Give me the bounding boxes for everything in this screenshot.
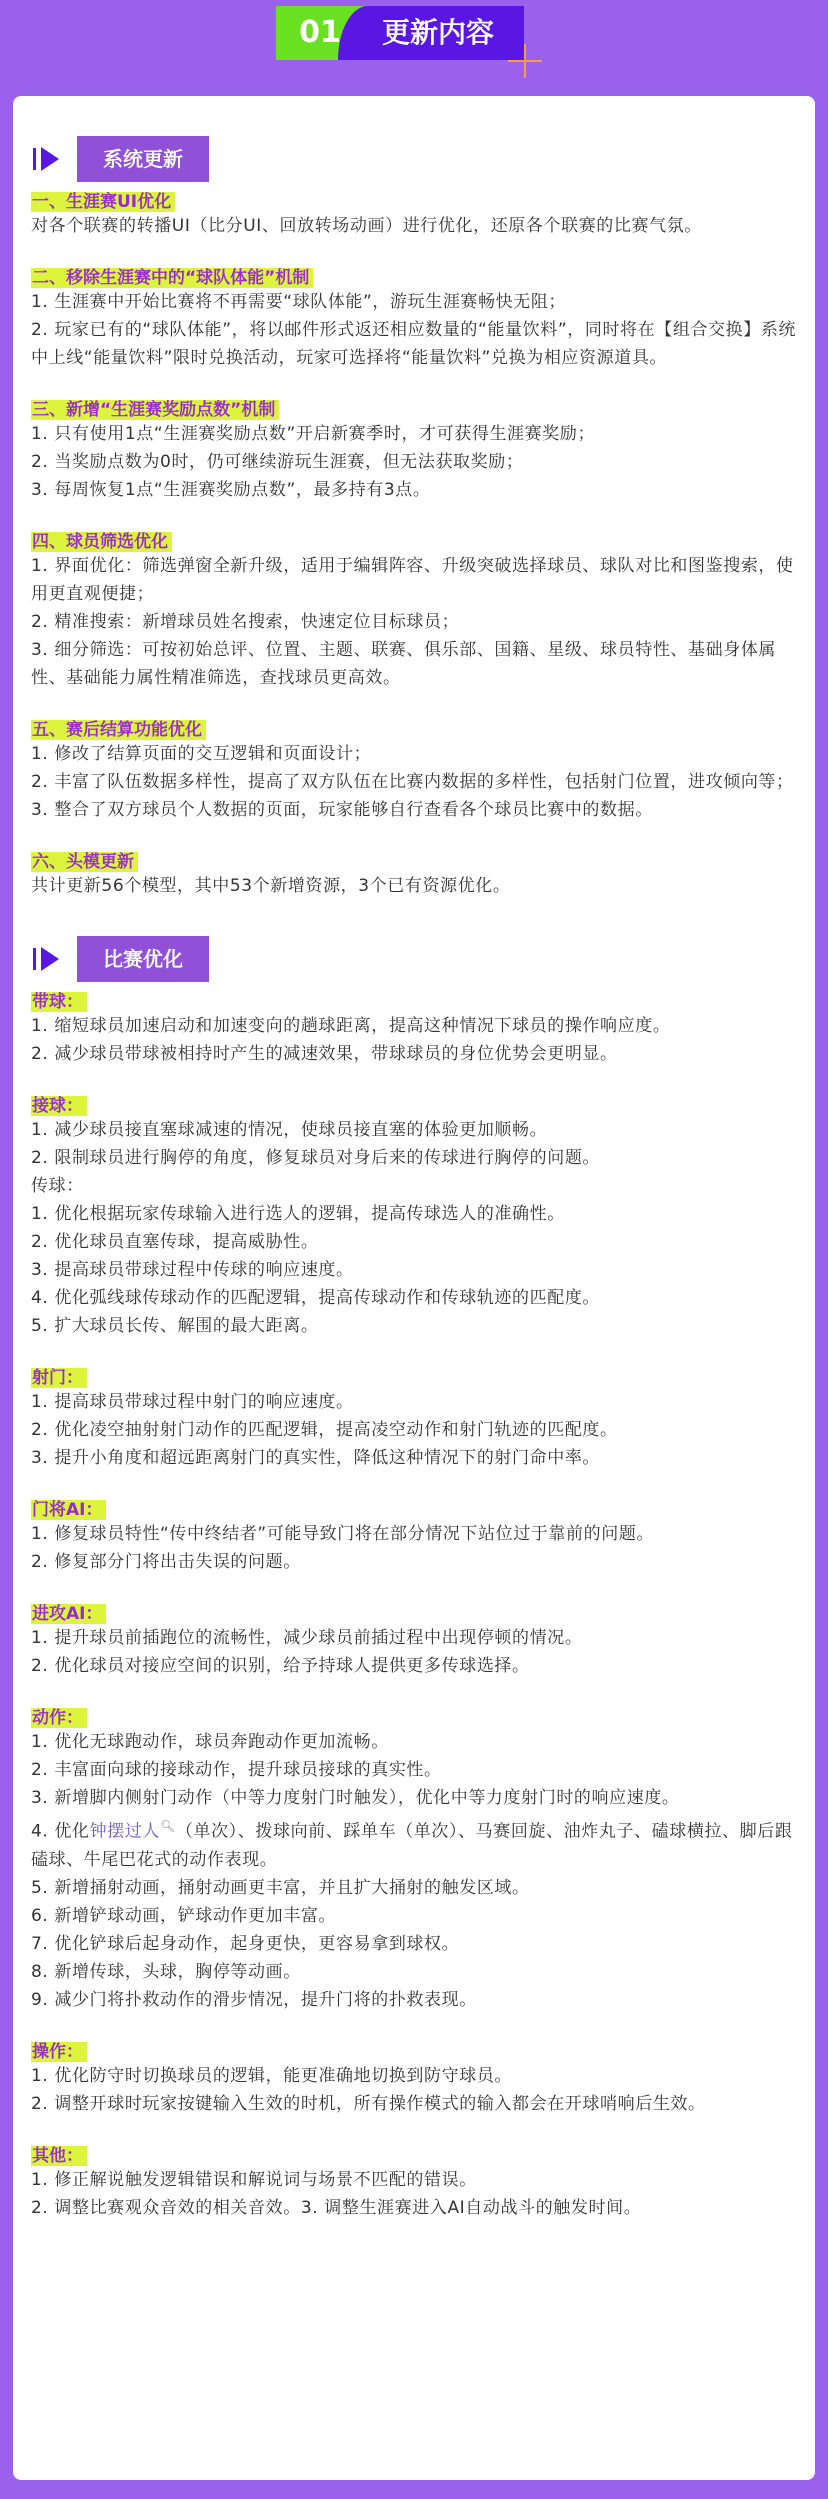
group-line: 5. 扩大球员长传、解围的最大距离。 xyxy=(31,1316,319,1336)
group-line: 1. 优化防守时切换球员的逻辑，能更准确地切换到防守球员。 xyxy=(31,2065,513,2086)
section-header-system xyxy=(31,136,797,182)
update-group xyxy=(31,1604,797,1680)
update-group xyxy=(31,992,797,1068)
group-line: 1. 提升球员前插跑位的流畅性，减少球员前插过程中出现停顿的情况。 xyxy=(31,1628,583,1648)
group-line: 8. 新增传球，头球，胸停等动画。 xyxy=(31,1961,301,1982)
group-line: 1. 优化无球跑动作，球员奔跑动作更加流畅。 xyxy=(31,1732,389,1752)
group-title: 操作： xyxy=(31,2042,87,2062)
play-marker-icon xyxy=(33,146,65,172)
line-prefix: 4. 优化 xyxy=(31,1821,90,1842)
group-line: 对各个联赛的转播UI（比分UI、回放转场动画）进行优化，还原各个联赛的比赛气氛。 xyxy=(31,216,702,236)
plus-decoration-icon xyxy=(508,44,542,78)
section-banner xyxy=(276,6,524,60)
banner-title: 更新内容 xyxy=(338,6,524,60)
group-line: 1. 缩短球员加速启动和加速变向的趟球距离，提高这种情况下球员的操作响应度。 xyxy=(31,1016,671,1036)
group-title: 动作： xyxy=(31,1708,87,1728)
group-title: 进攻AI： xyxy=(31,1604,106,1624)
group-line: 2. 修复部分门将出击失误的问题。 xyxy=(31,1552,301,1572)
group-line: 2. 优化球员直塞传球，提高威胁性。 xyxy=(31,1232,319,1252)
group-line: 1. 修改了结算页面的交互逻辑和页面设计； xyxy=(31,744,372,764)
group-line: 3. 新增脚内侧射门动作（中等力度射门时触发），优化中等力度射门时的响应速度。 xyxy=(31,1788,680,1808)
content-card xyxy=(13,96,815,2480)
group-line: 3. 整合了双方球员个人数据的页面，玩家能够自行查看各个球员比赛中的数据。 xyxy=(31,800,653,820)
group-line: 2. 优化凌空抽射射门动作的匹配逻辑，提高凌空动作和射门轨迹的匹配度。 xyxy=(31,1420,618,1440)
update-group xyxy=(31,852,797,900)
group-line: 2. 调整比赛观众音效的相关音效。3. 调整生涯赛进入AI自动战斗的触发时间。 xyxy=(31,2197,642,2218)
group-line: 3. 细分筛选：可按初始总评、位置、主题、联赛、俱乐部、国籍、星级、球员特性、基础身体属性、基础能力属性精准筛选，查找球员更高效。 xyxy=(31,640,777,688)
group-line xyxy=(31,1812,797,1874)
group-line: 5. 新增捅射动画，捅射动画更丰富，并且扩大捅射的触发区域。 xyxy=(31,1877,530,1898)
group-line: 2. 当奖励点数为0时，仍可继续游玩生涯赛，但无法获取奖励； xyxy=(31,452,524,472)
line-rest: （单次）、拨球向前、踩单车（单次）、马赛回旋、油炸丸子、磕球横拉、脚后跟磕球、牛尾巴花式的动作表现。 xyxy=(31,1821,793,1870)
group-line: 1. 优化根据玩家传球输入进行选人的逻辑，提高传球选人的准确性。 xyxy=(31,1204,565,1224)
group-line: 1. 修复球员特性“传中终结者”可能导致门将在部分情况下站位过于靠前的问题。 xyxy=(31,1524,655,1544)
group-line: 2. 限制球员进行胸停的角度，修复球员对身后来的传球进行胸停的问题。 xyxy=(31,1148,601,1168)
group-title: 射门： xyxy=(31,1368,87,1388)
group-title: 一、生涯赛UI优化 xyxy=(31,192,175,212)
group-title: 二、移除生涯赛中的“球队体能”机制 xyxy=(31,268,313,288)
update-group xyxy=(31,720,797,824)
group-line: 2. 减少球员带球被相持时产生的减速效果，带球球员的身位优势会更明显。 xyxy=(31,1044,618,1064)
group-title: 带球： xyxy=(31,992,87,1012)
group-line: 2. 调整开球时玩家按键输入生效的时机，所有操作模式的输入都会在开球哨响后生效。 xyxy=(31,2093,706,2114)
update-group xyxy=(31,268,797,372)
update-group xyxy=(31,1368,797,1472)
group-line: 共计更新56个模型，其中53个新增资源，3个已有资源优化。 xyxy=(31,876,511,896)
group-title: 四、球员筛选优化 xyxy=(31,532,172,552)
section-label: 系统更新 xyxy=(77,136,209,182)
group-line: 3. 提高球员带球过程中传球的响应速度。 xyxy=(31,1260,354,1280)
group-title: 六、头模更新 xyxy=(31,852,138,872)
group-line: 1. 修正解说触发逻辑错误和解说词与场景不匹配的错误。 xyxy=(31,2169,477,2190)
section-header-match xyxy=(31,936,797,982)
group-line: 传球： xyxy=(31,1176,84,1196)
group-line: 2. 丰富了队伍数据多样性，提高了双方队伍在比赛内数据的多样性，包括射门位置，进攻倾向等； xyxy=(31,772,794,792)
group-line: 9. 减少门将扑救动作的滑步情况，提升门将的扑救表现。 xyxy=(31,1989,477,2010)
update-group xyxy=(31,532,797,692)
update-group xyxy=(31,192,797,240)
group-title: 接球： xyxy=(31,1096,87,1116)
group-line: 1. 界面优化：筛选弹窗全新升级，适用于编辑阵容、升级突破选择球员、球队对比和图鉴搜索，使用更直观便捷； xyxy=(31,556,794,604)
update-group xyxy=(31,2146,797,2222)
update-group xyxy=(31,2042,797,2118)
group-line: 3. 提升小角度和超远距离射门的真实性，降低这种情况下的射门命中率。 xyxy=(31,1448,601,1468)
group-line: 1. 生涯赛中开始比赛将不再需要“球队体能”，游玩生涯赛畅快无阻； xyxy=(31,292,567,312)
group-line: 2. 优化球员对接应空间的识别，给予持球人提供更多传球选择。 xyxy=(31,1656,530,1676)
group-title: 三、新增“生涯赛奖励点数”机制 xyxy=(31,400,279,420)
banner-number: 01 xyxy=(276,6,364,60)
group-line: 1. 提高球员带球过程中射门的响应速度。 xyxy=(31,1392,354,1412)
group-title: 其他： xyxy=(31,2146,87,2166)
update-group xyxy=(31,1096,797,1340)
term-link[interactable]: 钟摆过人 xyxy=(89,1821,161,1842)
group-line: 1. 减少球员接直塞球减速的情况，使球员接直塞的体验更加顺畅。 xyxy=(31,1120,548,1140)
section-label: 比赛优化 xyxy=(77,936,209,982)
play-marker-icon xyxy=(33,946,65,972)
update-group xyxy=(31,400,797,504)
group-line: 4. 优化弧线球传球动作的匹配逻辑，提高传球动作和传球轨迹的匹配度。 xyxy=(31,1288,601,1308)
group-line: 2. 精准搜索：新增球员姓名搜索，快速定位目标球员； xyxy=(31,612,460,632)
group-line: 1. 只有使用1点“生涯赛奖励点数”开启新赛季时，才可获得生涯赛奖励； xyxy=(31,424,596,444)
group-line: 3. 每周恢复1点“生涯赛奖励点数”，最多持有3点。 xyxy=(31,480,431,500)
group-line: 2. 玩家已有的“球队体能”，将以邮件形式返还相应数量的“能量饮料”，同时将在【组合交换】系统中上线“能量饮料”限时兑换活动，玩家可选择将“能量饮料”兑换为相应资源道具。 xyxy=(31,320,797,368)
group-line: 2. 丰富面向球的接球动作，提升球员接球的真实性。 xyxy=(31,1760,442,1780)
update-group xyxy=(31,1500,797,1576)
group-title: 门将AI： xyxy=(31,1500,106,1520)
search-hint-icon: 🔍︎ xyxy=(160,1819,176,1833)
group-line: 6. 新增铲球动画，铲球动作更加丰富。 xyxy=(31,1905,337,1926)
update-group xyxy=(31,1708,797,2014)
group-title: 五、赛后结算功能优化 xyxy=(31,720,206,740)
group-line: 7. 优化铲球后起身动作，起身更快，更容易拿到球权。 xyxy=(31,1933,460,1954)
